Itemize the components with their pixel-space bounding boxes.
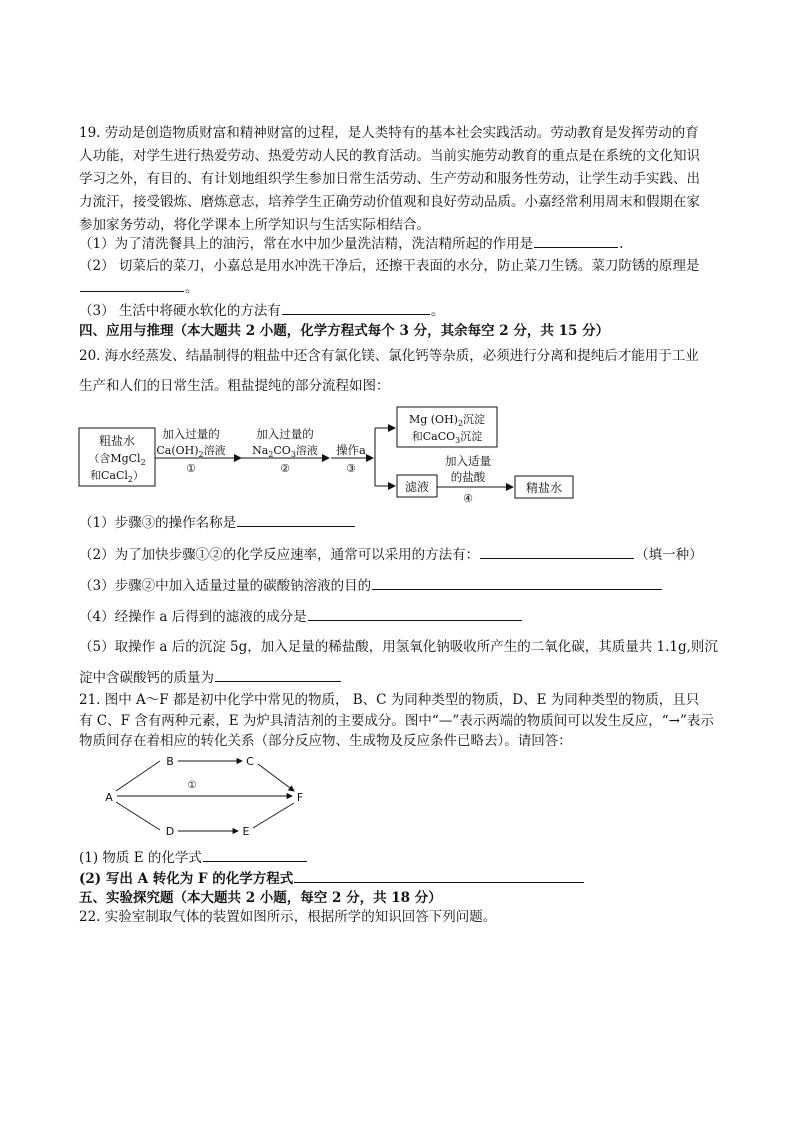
q19-paragraph-line-2: 人功能，对学生进行热爱劳动、热爱劳动人民的教育活动。当前实施劳动教育的重点是在系统的文化知识 xyxy=(79,148,700,164)
q19-sub1-end: . xyxy=(619,236,624,252)
q19-paragraph-line-1: 19. 劳动是创造物质财富和精神财富的过程，是人类特有的基本社会实践活动。劳动教育是发挥劳动的育 xyxy=(79,125,699,141)
q21-intro-line-1: 21. 图中 A～F 都是初中化学中常见的物质， B、C 为同种类型的物质，D、E 为同种类型的物质，且只 xyxy=(79,692,700,708)
node-c: C xyxy=(246,755,254,768)
q20-intro-line-1: 20. 海水经蒸发、结晶制得的粗盐中还含有氯化镁、氯化钙等杂质，必须进行分离和提纯后才能用于工业 xyxy=(79,348,699,364)
q19-sub2-answer-blank[interactable] xyxy=(80,277,184,292)
filtrate-label: 滤液 xyxy=(404,480,430,494)
edge-c-f xyxy=(258,764,294,791)
step2-reagent: $Na_2CO_3$溶液 xyxy=(252,444,318,459)
q19-sub1 xyxy=(79,233,719,254)
step3-top-label: 操作a xyxy=(336,443,366,457)
q21-sub1 xyxy=(79,847,719,868)
q20-sub5-continuation xyxy=(79,667,719,688)
q20-sub5-text: 淀中含碳酸钙的质量为 xyxy=(79,670,214,686)
node-a: A xyxy=(105,791,113,804)
refined-brine-label: 精盐水 xyxy=(525,481,563,495)
q21-intro-line-2: 有 C、F 含有两种元素，E 为炉具清洁剂的主要成分。图中“—”表示两端的物质间可以发生反应，“→”表示 xyxy=(79,713,714,729)
section4-heading: 四、应用与推理（本大题共 2 小题，化学方程式每个 3 分，其余每空 2 分，共 15 分） xyxy=(79,323,610,339)
crude-brine-mgcl2: （含MgCl$_2$ xyxy=(88,452,146,467)
step3-number: ③ xyxy=(346,462,356,475)
node-d: D xyxy=(165,825,175,838)
q19-paragraph-line-5: 参加家务劳动，将化学课本上所学知识与生活实际相结合。 xyxy=(79,217,430,233)
q22-intro: 22. 实验室制取气体的装置如图所示，根据所学的知识回答下列问题。 xyxy=(79,909,497,925)
q20-sub2-answer-blank[interactable] xyxy=(480,544,634,559)
q21-sub2 xyxy=(79,868,719,889)
step1-number: ① xyxy=(186,462,196,475)
crude-brine-cacl2: 和CaCl$_2$） xyxy=(89,469,145,484)
step4-mid-label: 的盐酸 xyxy=(450,470,486,484)
crude-brine-label: 粗盐水 xyxy=(98,434,136,448)
node-b: B xyxy=(166,755,174,768)
section5-heading: 五、实验探究题（本大题共 2 小题，每空 2 分，共 18 分） xyxy=(79,890,442,906)
q21-sub2-text: (2) 写出 A 转化为 F 的化学方程式 xyxy=(79,871,294,887)
q20-sub5-answer-blank[interactable] xyxy=(215,667,341,682)
q20-sub3-text: （3）步骤②中加入适量过量的碳酸钠溶液的目的 xyxy=(79,578,372,594)
q21-sub1-text: (1) 物质 E 的化学式 xyxy=(79,850,202,866)
q19-sub2: （2） 切菜后的菜刀，小嘉总是用水冲洗干净后，还擦干表面的水分，防止菜刀生锈。菜刀防锈的原理是 xyxy=(79,258,700,274)
edge-a-d xyxy=(116,802,160,830)
q19-sub3 xyxy=(79,300,719,321)
q19-sub2-continuation xyxy=(79,277,719,298)
q19-sub3-text: （3） 生活中将硬水软化的方法有 xyxy=(79,303,281,319)
reaction-1-label: ① xyxy=(187,780,197,791)
q21-sub1-answer-blank[interactable] xyxy=(203,847,307,862)
precipitate-line-2: 和CaCO$_3$沉淀 xyxy=(411,430,483,445)
q19-sub2-end: 。 xyxy=(185,280,199,296)
q20-flow-diagram xyxy=(75,405,585,505)
q20-sub1 xyxy=(79,512,719,533)
q20-sub4-text: （4）经操作 a 后得到的滤液的成分是 xyxy=(79,609,307,625)
edge-a-b xyxy=(116,761,160,791)
q20-sub1-text: （1）步骤③的操作名称是 xyxy=(79,515,237,531)
q20-sub3-answer-blank[interactable] xyxy=(372,575,662,590)
q20-sub5: （5）取操作 a 后的沉淀 5g，加入足量的稀盐酸，用氢氧化钠吸收所产生的二氧化碳，其质量共 1.1g,则沉 xyxy=(79,639,718,655)
q21-relation-diagram xyxy=(100,750,320,842)
node-f: F xyxy=(296,791,304,804)
step1-reagent: $Ca(OH)_2$溶液 xyxy=(156,444,226,459)
q20-sub2 xyxy=(79,544,719,565)
q19-sub3-end: 。 xyxy=(430,303,445,319)
q19-sub3-answer-blank[interactable] xyxy=(282,300,430,315)
precipitate-line-1: Mg $(OH)_2$沉淀 xyxy=(408,413,486,428)
q19-paragraph-line-3: 学习之外，有目的、有计划地组织学生参加日常生活劳动、生产劳动和服务性劳动，让学生动手实践、出 xyxy=(79,171,700,187)
step4-top-label: 加入适量 xyxy=(445,454,491,468)
q21-sub2-answer-blank[interactable] xyxy=(294,868,584,883)
step4-number: ④ xyxy=(463,492,473,505)
step2-number: ② xyxy=(280,462,290,475)
q21-intro-line-3: 物质间存在着相应的转化关系（部分反应物、生成物及反应条件已略去）。请回答： xyxy=(79,733,572,749)
q19-sub1-text: （1）为了清洗餐具上的油污，常在水中加少量洗洁精，洗洁精所起的作用是 xyxy=(79,236,534,252)
q20-sub2-tail: （填一种） xyxy=(635,547,703,563)
q20-sub4-answer-blank[interactable] xyxy=(308,606,522,621)
step1-top-label: 加入过量的 xyxy=(162,427,220,441)
q20-sub2-text: （2）为了加快步骤①②的化学反应速率，通常可以采用的方法有： xyxy=(79,547,480,563)
q20-sub3 xyxy=(79,575,719,596)
q20-intro-line-2: 生产和人们的日常生活。粗盐提纯的部分流程如图： xyxy=(79,378,390,394)
q20-sub1-answer-blank[interactable] xyxy=(237,512,355,527)
step2-top-label: 加入过量的 xyxy=(256,427,314,441)
q19-paragraph-line-4: 力流汗，接受锻炼、磨炼意志，培养学生正确劳动价值观和良好劳动品质。小嘉经常利用周末和假期在家 xyxy=(79,194,700,210)
q20-sub4 xyxy=(79,606,719,627)
q19-sub1-answer-blank[interactable] xyxy=(534,233,618,248)
edge-e-f xyxy=(253,803,294,828)
node-e: E xyxy=(242,825,250,838)
